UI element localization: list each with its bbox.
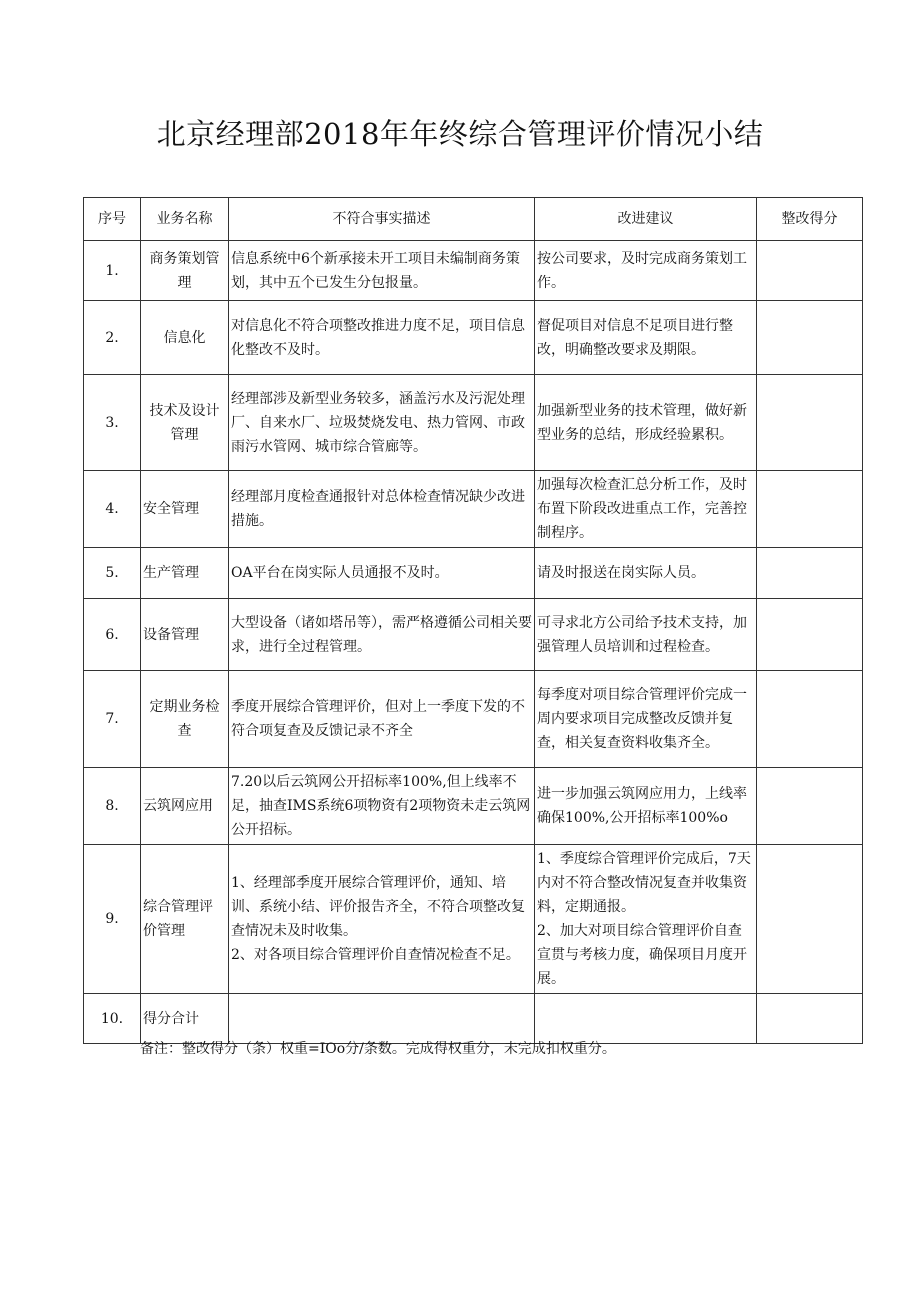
row-description: 经理部月度检查通报针对总体检查情况缺少改进措施。 [229, 471, 535, 548]
table-row [84, 845, 863, 994]
row-score[interactable] [757, 301, 863, 375]
table-row [84, 994, 863, 1044]
header-business: 业务名称 [141, 198, 229, 241]
row-suggestion: 按公司要求，及时完成商务策划工作。 [535, 241, 757, 301]
row-score[interactable] [757, 768, 863, 845]
row-business: 定期业务检查 [141, 671, 229, 768]
row-business: 技术及设计管理 [141, 375, 229, 471]
row-description: 对信息化不符合项整改推进力度不足，项目信息化整改不及时。 [229, 301, 535, 375]
row-score[interactable] [757, 994, 863, 1044]
row-description: 7.20以后云筑网公开招标率100%,但上线率不足，抽查IMS系统6项物资有2项物资未走云筑网公开招标。 [229, 768, 535, 845]
header-suggestion: 改进建议 [535, 198, 757, 241]
table-row [84, 375, 863, 471]
row-no: 10. [84, 994, 141, 1044]
table-row [84, 548, 863, 599]
header-no: 序号 [84, 198, 141, 241]
row-business: 云筑网应用 [141, 768, 229, 845]
row-suggestion: 加强每次检查汇总分析工作，及时布置下阶段改进重点工作，完善控制程序。 [535, 471, 757, 548]
evaluation-table [83, 197, 863, 1044]
row-business: 商务策划管理 [141, 241, 229, 301]
row-suggestion: 1、季度综合管理评价完成后，7天内对不符合整改情况复查并收集资料，定期通报。 2、加大对项目综合管理评价自查宣贯与考核力度，确保项目月度开展。 [535, 845, 757, 994]
row-score[interactable] [757, 548, 863, 599]
row-description: 季度开展综合管理评价，但对上一季度下发的不符合项复查及反馈记录不齐全 [229, 671, 535, 768]
row-score[interactable] [757, 599, 863, 671]
row-business: 得分合计 [141, 994, 229, 1044]
row-description: 1、经理部季度开展综合管理评价，通知、培训、系统小结、评价报告齐全，不符合项整改复查情况未及时收集。 2、对各项目综合管理评价自查情况检查不足。 [229, 845, 535, 994]
row-description: 大型设备（诸如塔吊等），需严格遵循公司相关要求，进行全过程管理。 [229, 599, 535, 671]
row-no: 3. [84, 375, 141, 471]
row-suggestion: 加强新型业务的技术管理，做好新型业务的总结，形成经验累积。 [535, 375, 757, 471]
table-row [84, 301, 863, 375]
table-row [84, 768, 863, 845]
row-business: 设备管理 [141, 599, 229, 671]
row-suggestion: 督促项目对信息不足项目进行整改，明确整改要求及期限。 [535, 301, 757, 375]
row-no: 8. [84, 768, 141, 845]
remark-note: 备注：整改得分（条）权重=IOo分/条数。完成得权重分，未完成扣权重分。 [140, 1041, 616, 1057]
row-suggestion [535, 994, 757, 1044]
table-header-row [84, 198, 863, 241]
row-no: 9. [84, 845, 141, 994]
table-row [84, 671, 863, 768]
table-row [84, 241, 863, 301]
row-score[interactable] [757, 241, 863, 301]
row-description: 信息系统中6个新承接未开工项目未编制商务策划，其中五个已发生分包报量。 [229, 241, 535, 301]
row-no: 4. [84, 471, 141, 548]
row-business: 信息化 [141, 301, 229, 375]
page-title: 北京经理部2018年年终综合管理评价情况小结 [156, 117, 764, 151]
row-score[interactable] [757, 375, 863, 471]
header-score: 整改得分 [757, 198, 863, 241]
header-description: 不符合事实描述 [229, 198, 535, 241]
row-no: 2. [84, 301, 141, 375]
row-business: 综合管理评价管理 [141, 845, 229, 994]
row-no: 5. [84, 548, 141, 599]
table-row [84, 599, 863, 671]
table-row [84, 471, 863, 548]
row-description: 经理部涉及新型业务较多，涵盖污水及污泥处理厂、自来水厂、垃圾焚烧发电、热力管网、市政雨污水管网、城市综合管廊等。 [229, 375, 535, 471]
row-suggestion: 进一步加强云筑网应用力，上线率确保100%,公开招标率100%o [535, 768, 757, 845]
row-no: 1. [84, 241, 141, 301]
row-description [229, 994, 535, 1044]
row-business: 安全管理 [141, 471, 229, 548]
row-no: 7. [84, 671, 141, 768]
row-suggestion: 每季度对项目综合管理评价完成一周内要求项目完成整改反馈并复查，相关复查资料收集齐全。 [535, 671, 757, 768]
row-suggestion: 请及时报送在岗实际人员。 [535, 548, 757, 599]
row-score[interactable] [757, 471, 863, 548]
row-score[interactable] [757, 671, 863, 768]
row-business: 生产管理 [141, 548, 229, 599]
row-no: 6. [84, 599, 141, 671]
row-description: OA平台在岗实际人员通报不及时。 [229, 548, 535, 599]
row-suggestion: 可寻求北方公司给予技术支持，加强管理人员培训和过程检查。 [535, 599, 757, 671]
row-score[interactable] [757, 845, 863, 994]
